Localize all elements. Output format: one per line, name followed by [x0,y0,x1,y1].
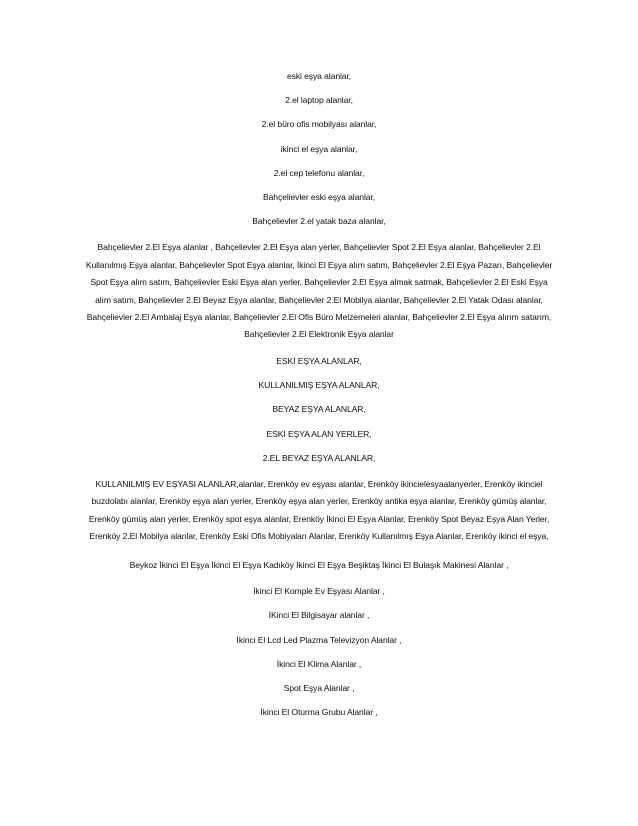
bahcelievler-paragraph: Bahçelievler 2.El Eşya alanlar , Bahçelievler 2.El Eşya alan yerler, Bahçelievler Spot 2.El Eşya alanlar, Bahçelievler 2.El Kullanılmış Eşya alanlar, Bahçelievler Spot Eşya alanlar, İkinci El Eşya alım satım, Bahçelievler 2.El Eşya Pazarı, Bahçelievler Spot Eşya alım satım, Bahçelievler Eski Eşya alan yerler, Bahçelievler 2.El Eşya almak satmak, Bahçelievler 2.El Eski Eşya alım satım, Bahçelievler 2.El Beyaz Eşya alanlar, Bahçelievler 2.El Mobilya alanlar, Bahçelievler 2.El Yatak Odası alanlar, Bahçelievler 2.El Ambalaj Eşya alanlar, Bahçelievler 2.El Ofis Büro Melzemeleri alanlar, Bahçelievler 2.El Eşya alırım satarım, Bahçelievler 2.El Elektronik Eşya alanlar [85,242,553,340]
text-line: İKinci El Bilgisayar alanlar , [268,610,370,621]
text-line: BEYAZ EŞYA ALANLAR, [272,404,366,415]
text-line: Bahçelievler eski eşya alanlar, [262,191,376,202]
text-line: İkinci El Komple Ev Eşyası Alanlar , [253,586,385,597]
text-line: KULLANILMIŞ EŞYA ALANLAR, [258,380,380,391]
text-line: 2.el cep telefonu alanlar, [273,167,365,178]
beykoz-paragraph: Beykoz İkinci El Eşya İkinci El Eşya Kadıköy İkinci El Eşya Beşiktaş İkinci El Bulaşık Makinesi Alanlar , [129,559,509,570]
text-line: Spot Eşya Alanlar , [283,683,355,694]
text-line: eski eşya alanlar, [286,71,352,81]
text-line: ESKİ EŞYA ALAN YERLER, [266,428,372,439]
text-line: İkinci El Lcd Led Plazma Televizyon Alanlar , [236,634,402,645]
text-line: ikinci el eşya alanlar, [280,143,358,154]
text-line: Bahçelievler 2.el yatak baza alanlar, [252,216,386,227]
text-line: ESKİ EŞYA ALANLAR, [276,355,362,366]
document-body [82,70,556,730]
text-line: 2.el laptop alanlar, [285,95,353,106]
erenkoy-paragraph: KULLANILMIŞ EV EŞYASI ALANLAR,alanlar, Erenköy ev eşyası alanlar, Erenköy ikincielesyaalanyerler, Erenköy ikinciel buzdolabı alanlar, Erenköy eşya alan yerler, Erenköy eşya alan yerler, Erenköy antika eşya alanlar, Erenköy gümüş alanlar, Erenköy gümüş alan yerler, Erenköy spot eşya alanlar, Erenköy İkinci El Eşya Alanlar, Erenköy Spot Beyaz Eşya Alan Yerler, Erenköy 2.El Mobilya alanlar, Erenköy Eski Ofis Mobiyaları Alanlar, Erenköy Kullanılmış Eşya Alanlar, Erenköy ikinci el eşya, [88,478,550,542]
text-line: 2.el büro ofis mobilyası alanlar, [261,119,377,130]
text-line: İkinci El Oturma Grubu Alanlar , [260,707,378,718]
text-line: 2.EL BEYAZ EŞYA ALANLAR, [262,452,376,463]
text-line: İkinci El Klima Alanlar , [276,658,362,669]
